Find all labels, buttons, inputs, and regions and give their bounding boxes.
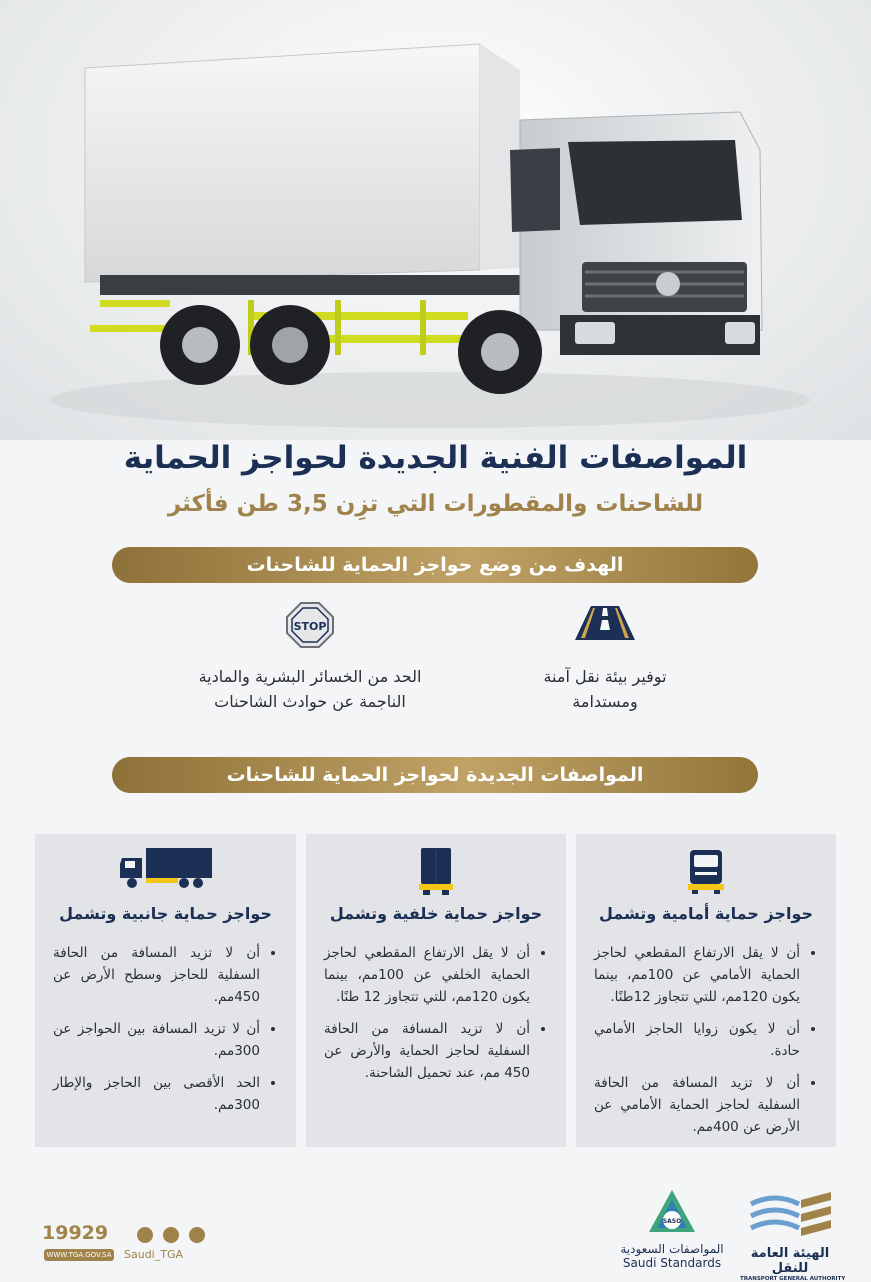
tga-logo [740, 1190, 846, 1282]
list-item: • أن لا يقل الارتفاع المقطعي لحاجز الحماية الخلفي عن 100مم، بينما يكون 120مم، للتي تتجاوز 12 طنًا. [324, 942, 530, 1008]
card-title: حواجز حماية خلفية وتشمل [329, 904, 543, 923]
youtube-icon[interactable] [137, 1227, 153, 1243]
truck-side-icon [35, 846, 296, 894]
goal-item-safe-environment [440, 604, 770, 714]
list-item: • أن لا تزيد المسافة من الحافة السفلية للحاجز وسطح الأرض عن 450مم. [53, 942, 260, 1008]
stop-sign-text: STOP [293, 620, 327, 633]
truck-front-icon [576, 846, 836, 898]
hero-image [0, 0, 871, 440]
saso-name-ar: المواصفات السعودية [620, 1242, 724, 1256]
goal-line-2: الناجمة عن حوادث الشاحنات [214, 692, 406, 711]
tga-emblem-icon [745, 1190, 835, 1242]
goal-banner: الهدف من وضع حواجز الحماية للشاحنات [112, 547, 758, 583]
twitter-icon[interactable] [189, 1227, 205, 1243]
card-side-guards [35, 834, 296, 1147]
website-link[interactable]: WWW.TGA.GOV.SA [44, 1249, 114, 1261]
saso-emblem-icon [647, 1188, 697, 1236]
tga-name-en: TRANSPORT GENERAL AUTHORITY [740, 1276, 846, 1282]
instagram-icon[interactable] [163, 1227, 179, 1243]
list-item: • أن لا تزيد المسافة من الحافة السفلية لحاجز الحماية الأمامي عن الأرض عن 400مم. [594, 1072, 800, 1138]
card-list [53, 942, 274, 1126]
tga-name-ar: الهيئة العامة للنقل [750, 1246, 830, 1276]
goal-line-1: الحد من الخسائر البشرية والمادية [198, 667, 422, 686]
page-subtitle: للشاحنات والمقطورات التي تزِن 3,5 طن فأكثر [167, 491, 704, 517]
hotline-number: 19929 [42, 1222, 109, 1244]
card-rear-guards [306, 834, 566, 1147]
saso-logo [612, 1188, 732, 1270]
spec-banner: المواصفات الجديدة لحواجز الحماية للشاحنات [112, 757, 758, 793]
card-title: حواجز حماية جانبية وتشمل [59, 904, 272, 923]
saso-name-en: Saudi Standards [622, 1256, 722, 1270]
truck-rear-icon [306, 846, 566, 900]
goal-item-reduce-losses [150, 602, 470, 714]
goal-line-1: توفير بيئة نقل آمنة [543, 667, 667, 686]
saso-badge-text: SASO [662, 1218, 682, 1225]
truck-illustration [0, 0, 871, 440]
goal-line-2: ومستدامة [572, 692, 638, 711]
road-icon [440, 604, 770, 644]
card-title: حواجز حماية أمامية وتشمل [599, 904, 813, 923]
list-item: • الحد الأقصى بين الحاجز والإطار 300مم. [53, 1072, 260, 1116]
list-item: • أن لا تزيد المسافة بين الحواجز عن 300مم. [53, 1018, 260, 1062]
list-item: • أن لا يقل الارتفاع المقطعي لحاجز الحماية الأمامي عن 100مم، بينما يكون 120مم، للتي تتجاوز 12طنًا. [594, 942, 800, 1008]
contact-bar [42, 1222, 205, 1244]
page-title: المواصفات الفنية الجديدة لحواجز الحماية [123, 440, 748, 476]
stop-sign-icon [150, 602, 470, 648]
card-front-guards [576, 834, 836, 1147]
list-item: • أن لا تزيد المسافة من الحافة السفلية لحاجز الحماية والأرض عن 450 مم، عند تحميل الشاحنة. [324, 1018, 530, 1084]
social-handle: Saudi_TGA [124, 1248, 184, 1261]
list-item: • أن لا يكون زوايا الحاجز الأمامي حادة. [594, 1018, 800, 1062]
card-list [594, 942, 814, 1148]
card-list [324, 942, 544, 1094]
